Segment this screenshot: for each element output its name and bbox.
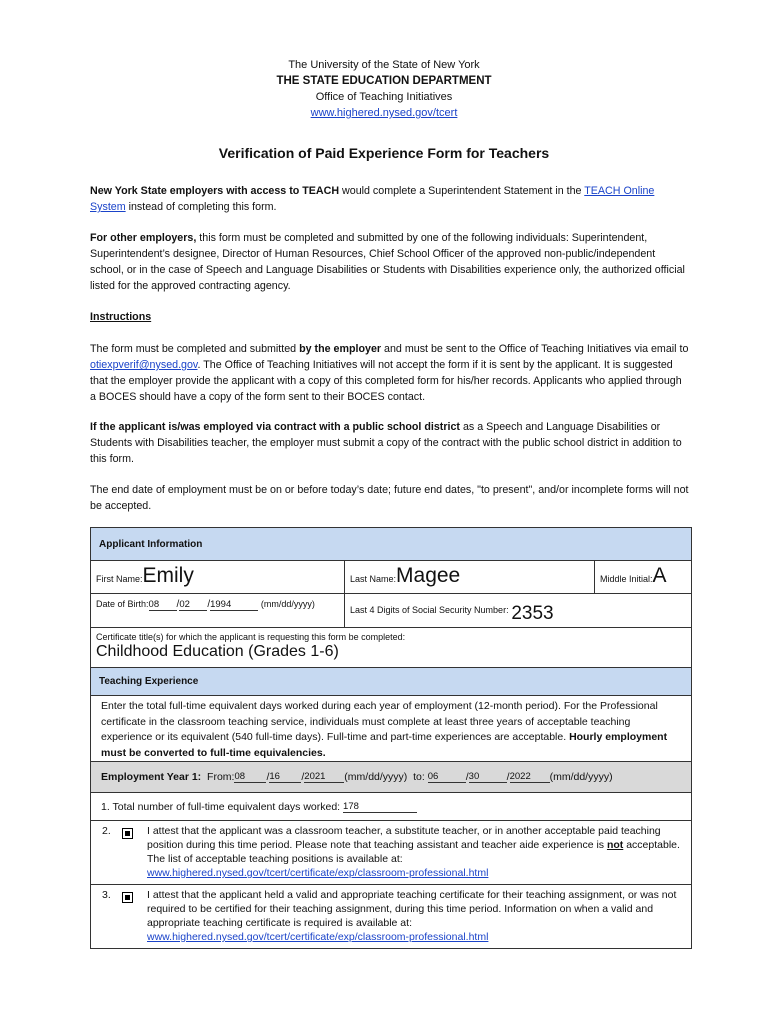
- item-3-checkbox[interactable]: [122, 892, 133, 903]
- dob-month: 08: [149, 599, 177, 611]
- ssn-field[interactable]: Last 4 Digits of Social Security Number: 2353: [344, 594, 691, 627]
- teaching-instructions: Enter the total full-time equivalent days worked during each year of employment (12-month period). For the Professional certificate in the classroom teaching service, individuals must complete at least three years of acceptable teaching experience or its equivalent (540 full-time days). Full-time and part-time experiences are acceptable. Hourly employment must be converted to full-time equivalencies.: [91, 695, 691, 761]
- dob-ssn-row: [91, 593, 691, 627]
- item-2-link[interactable]: www.highered.nysed.gov/tcert/certificate/exp/classroom-professional.html: [147, 867, 489, 879]
- employment-year-row: Employment Year 1: From: 08 / 16 / 2021 (mm/dd/yyyy) to: 06 / 30 / 2022 (mm/dd/yyyy): [91, 761, 691, 792]
- middle-initial-field[interactable]: Middle Initial:A: [594, 561, 691, 593]
- university-name: The University of the State of New York: [288, 59, 480, 71]
- department-name: THE STATE EDUCATION DEPARTMENT: [276, 75, 492, 87]
- from-year[interactable]: 2021: [304, 771, 344, 783]
- email-link[interactable]: otiexpverif@nysed.gov: [90, 359, 198, 371]
- teach-online-link[interactable]: TEACH Online System: [90, 185, 655, 213]
- dob-year: 1994: [210, 599, 258, 611]
- teaching-experience-header: Teaching Experience: [91, 667, 691, 695]
- item-2-row: 2. I attest that the applicant was a classroom teacher, a substitute teacher, or in another acceptable paid teaching position during this time period. Please note that teaching assistant and teacher aide experience is not acceptable. The list of acceptable teaching positions is available at: www.highered.nysed.gov/tcert/certificate/exp/classroom-professional.html: [91, 820, 691, 884]
- first-name-field[interactable]: First Name:Emily: [96, 564, 194, 587]
- item-1-row: 1. Total number of full-time equivalent days worked: 178: [91, 792, 691, 820]
- page-title: Verification of Paid Experience Form for Teachers: [218, 145, 550, 161]
- item-2-checkbox[interactable]: [122, 828, 133, 839]
- item-3-text: I attest that the applicant held a valid and appropriate teaching certificate for their teaching assignment, or was not required to be certified for their teaching assignment, during this time period. Information on when a valid and appropriate teaching certificate is required is available at: www.highered.nysed.gov/tcert/certificate/exp/classroom-professional.html: [147, 889, 677, 943]
- applicant-info-header: Applicant Information: [91, 528, 691, 560]
- letterhead: [0, 57, 768, 121]
- item-3-row: 3. I attest that the applicant held a valid and appropriate teaching certificate for their teaching assignment, or was not required to be certified for their teaching assignment, during this time period. Information on when a valid and appropriate teaching certificate is required is available at: www.highered.nysed.gov/tcert/certificate/exp/classroom-professional.html: [91, 884, 691, 948]
- to-month[interactable]: 06: [428, 771, 466, 783]
- last-name-field[interactable]: Last Name:Magee: [344, 561, 594, 593]
- other-employers-paragraph: For other employers, this form must be completed and submitted by one of the following individuals: Superintendent, Superintendent’s designee, Director of Human Resources, Chief School Officer of the approved non-public/independent school, or in the case of Speech and Language Disabilities or Students with Disabilities experience only, the authorized official listed for the approved contracting agency.: [90, 232, 685, 292]
- item-2-text: I attest that the applicant was a classroom teacher, a substitute teacher, or in another acceptable paid teaching position during this time period. Please note that teaching assistant and teacher aide experience is not acceptable. The list of acceptable teaching positions is available at: www.highered.nysed.gov/tcert/certificate/exp/classroom-professional.html: [147, 825, 680, 879]
- dob-day: 02: [179, 599, 207, 611]
- certificate-row[interactable]: Certificate title(s) for which the applicant is requesting this form be completed: Childhood Education (Grades 1-6): [91, 627, 691, 667]
- certificate-value: Childhood Education (Grades 1-6): [96, 643, 339, 660]
- submission-paragraph: The form must be completed and submitted by the employer and must be sent to the Office of Teaching Initiatives via email to otiexpverif@nysed.gov. The Office of Teaching Initiatives will not accept the form if it is sent by the applicant. It is suggested that the employer provide the applicant with a copy of this completed form for his/her records. Applicants who applied through a BOCES should have a copy of the form sent to their BOCES contact.: [90, 343, 689, 403]
- item-3-link[interactable]: www.highered.nysed.gov/tcert/certificate/exp/classroom-professional.html: [147, 931, 489, 943]
- from-day[interactable]: 16: [269, 771, 301, 783]
- tcert-link[interactable]: www.highered.nysed.gov/tcert: [310, 107, 458, 119]
- dob-field[interactable]: Date of Birth:08 /02 /1994 (mm/dd/yyyy): [96, 599, 315, 610]
- verification-form: [90, 527, 692, 949]
- instructions-heading: Instructions: [90, 311, 152, 323]
- office-name: Office of Teaching Initiatives: [315, 91, 453, 103]
- end-date-paragraph: The end date of employment must be on or before today’s date; future end dates, "to present", and/or incomplete forms will not be accepted.: [90, 484, 689, 512]
- name-row: [91, 560, 691, 593]
- teach-employers-paragraph: New York State employers with access to TEACH would complete a Superintendent Statement in the TEACH Online System instead of completing this form.: [90, 185, 655, 213]
- from-month[interactable]: 08: [234, 771, 266, 783]
- total-days-input[interactable]: 178: [343, 801, 417, 813]
- contract-paragraph: If the applicant is/was employed via contract with a public school district as a Speech and Language Disabilities or Students with Disabilities teacher, the employer must submit a copy of the contract with the public school district in addition to this form.: [90, 421, 682, 465]
- to-year[interactable]: 2022: [510, 771, 550, 783]
- to-day[interactable]: 30: [469, 771, 507, 783]
